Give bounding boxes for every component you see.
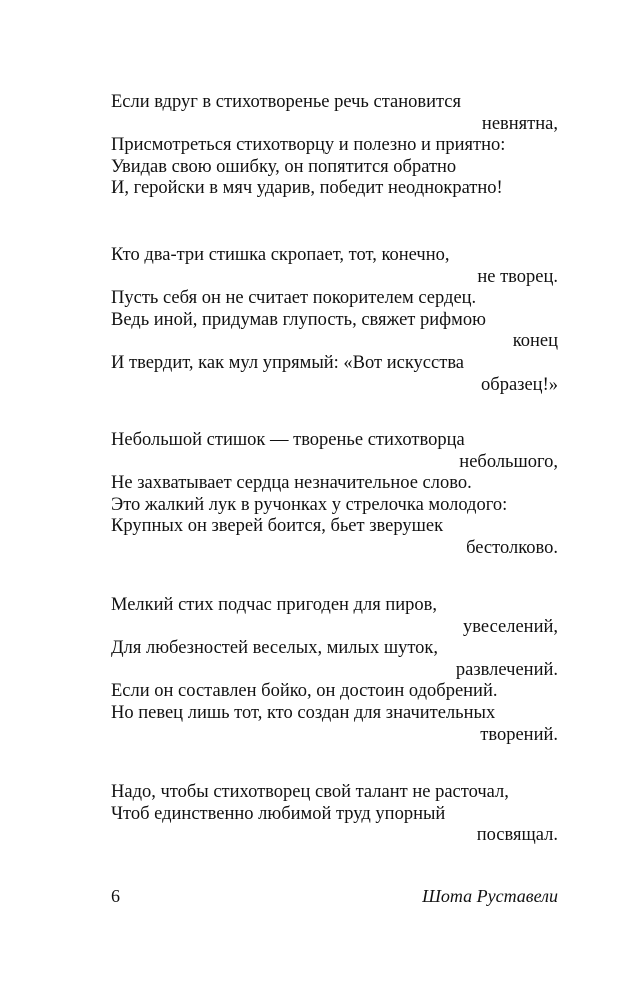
verse-line: И твердит, как мул упрямый: «Вот искусства: [111, 352, 465, 373]
verse-line: Если он составлен бойко, он достоин одобрений.: [111, 681, 498, 702]
verse-line: И, геройски в мяч ударив, победит неоднократно!: [111, 178, 503, 199]
verse-line-continuation: посвящал.: [476, 825, 558, 846]
verse-line: Присмотреться стихотворцу и полезно и приятно:: [111, 135, 506, 156]
stanza-4: [111, 595, 558, 746]
verse-line: Мелкий стих подчас пригоден для пиров,: [111, 595, 437, 615]
running-footer-author: Шота Руставели: [422, 886, 558, 906]
verse-line-continuation: не творец.: [477, 266, 558, 287]
verse-line-continuation: развлечений.: [455, 659, 558, 680]
verse-line: Это жалкий лук в ручонках у стрелочка молодого:: [111, 494, 508, 515]
verse-line: Увидав свою ошибку, он попятится обратно: [111, 156, 457, 177]
verse-line-continuation: увеселений,: [463, 616, 558, 637]
verse-line: Если вдруг в стихотворенье речь становится: [111, 92, 462, 112]
verse-line: Пусть себя он не считает покорителем сердец.: [111, 288, 477, 309]
page-number: 6: [111, 886, 120, 906]
verse-line-continuation: невнятна,: [481, 113, 558, 134]
verse-line-continuation: образец!»: [481, 374, 558, 395]
verse-line: Ведь иной, придумав глупость, свяжет рифмою: [111, 309, 486, 330]
verse-line: Чтоб единственно любимой труд упорный: [111, 803, 446, 824]
stanza-1: [111, 92, 558, 200]
stanza-2: [111, 245, 558, 396]
verse-line: Для любезностей веселых, милых шуток,: [111, 638, 439, 659]
verse-line-continuation: бестолково.: [466, 537, 558, 558]
verse-line-continuation: конец: [512, 331, 558, 352]
verse-line-continuation: небольшого,: [459, 451, 558, 472]
verse-line: Крупных он зверей боится, бьет зверушек: [111, 516, 444, 537]
verse-line: Но певец лишь тот, кто создан для значительных: [111, 702, 496, 723]
stanza-3: [111, 430, 558, 560]
verse-line: Надо, чтобы стихотворец свой талант не расточал,: [111, 782, 509, 802]
stanza-5: [111, 782, 558, 847]
verse-line: Не захватывает сердца незначительное слово.: [111, 473, 472, 494]
verse-line: Кто два-три стишка скропает, тот, конечно,: [111, 245, 450, 265]
verse-line-continuation: творений.: [480, 724, 558, 745]
verse-line: Небольшой стишок — творенье стихотворца: [111, 430, 465, 450]
